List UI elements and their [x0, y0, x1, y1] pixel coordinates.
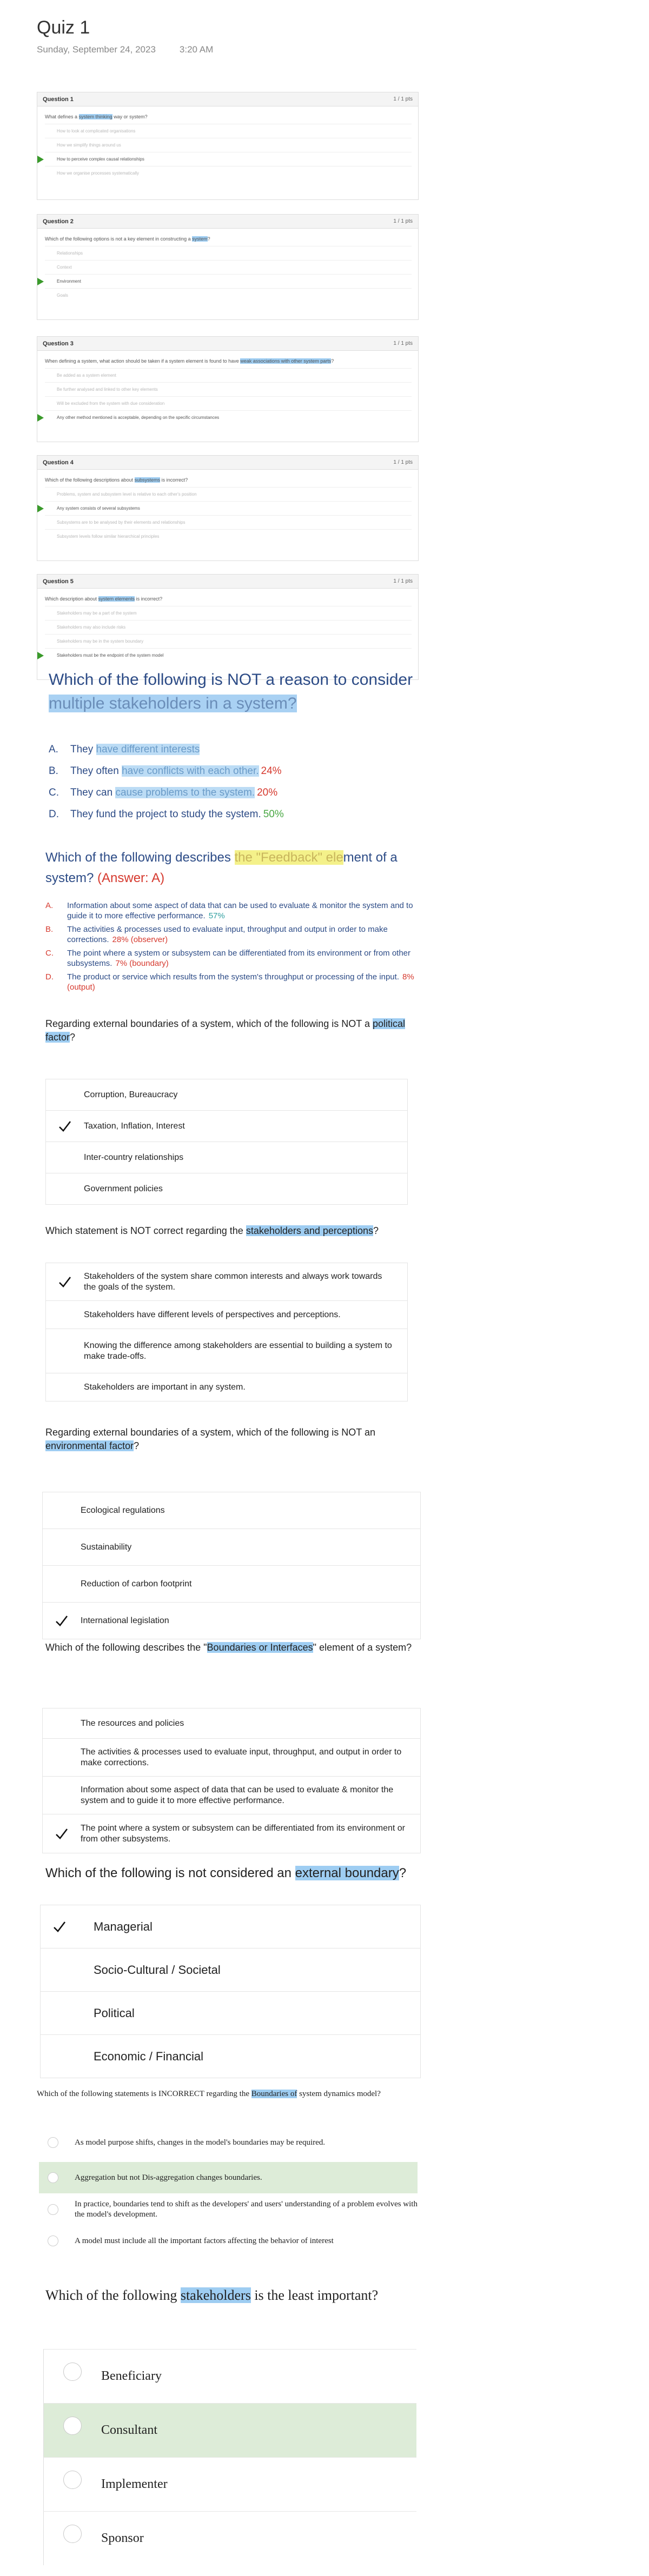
- radio-button[interactable]: [63, 2417, 82, 2435]
- radio-option[interactable]: [39, 2230, 418, 2252]
- option-label: The activities & processes used to evaluate input, throughput, and output in order to make corrections.: [81, 1747, 402, 1767]
- option-row[interactable]: [43, 1738, 420, 1776]
- question-label: Question 4: [43, 459, 74, 466]
- option-label: Government policies: [84, 1184, 163, 1193]
- option-row[interactable]: [43, 1776, 420, 1814]
- slide2-option: [45, 948, 419, 969]
- checkmark-icon: [55, 1614, 69, 1628]
- answer-option[interactable]: Stakeholders may also include risks: [45, 620, 412, 634]
- boundaries-q-hl: Boundaries or Interfaces: [207, 1642, 313, 1653]
- slide2-answer: (Answer: A): [97, 871, 165, 885]
- option-text: They fund the project to study the system.: [70, 809, 261, 820]
- option-highlight: have conflicts with each other.: [122, 765, 259, 777]
- external-q-pre: Which of the following is not considered an: [45, 1866, 295, 1880]
- environmental-question: [45, 1426, 424, 1453]
- checkmark-icon: [55, 1827, 69, 1841]
- option-row[interactable]: [43, 1708, 420, 1738]
- political-question: [45, 1017, 419, 1044]
- option-text-wrap: [45, 900, 419, 921]
- political-q-hl: political factor: [45, 1018, 406, 1043]
- option-label: Taxation, Inflation, Interest: [84, 1121, 185, 1131]
- slide2-q-pre: Which of the following describes: [45, 850, 235, 865]
- question-points: 1 / 1 pts: [393, 218, 413, 224]
- slide1-option: [49, 744, 200, 756]
- option-text: The activities & processes used to evaluate input, throughput and output in order to make corrections.: [67, 925, 388, 944]
- answer-option[interactable]: Stakeholders must be the endpoint of the system model: [45, 648, 412, 662]
- political-q-post: ?: [70, 1032, 76, 1043]
- boundaries-options: [42, 1708, 421, 1853]
- option-label: Economic / Financial: [94, 2049, 203, 2063]
- question-header: [37, 92, 418, 106]
- option-label: Socio-Cultural / Societal: [94, 1963, 221, 1977]
- answer-option[interactable]: Subsystems are to be analysed by their elements and relationships: [45, 515, 412, 529]
- slide1-option: [49, 787, 277, 799]
- slide1-line2: multiple stakeholders in a system?: [49, 695, 297, 712]
- slide2-option: [45, 924, 419, 945]
- slide2-option: [45, 972, 419, 992]
- option-text-wrap: [45, 948, 419, 969]
- political-q-pre: Regarding external boundaries of a system, which of the following is NOT a: [45, 1018, 373, 1029]
- option-row[interactable]: [46, 1079, 407, 1110]
- dynamics-q-post: system dynamics model?: [297, 2090, 381, 2098]
- question-card: [37, 214, 419, 320]
- option-label: Sustainability: [81, 1542, 132, 1552]
- correct-answer-arrow-icon: [37, 414, 44, 422]
- question-points: 1 / 1 pts: [393, 578, 413, 584]
- option-row[interactable]: [46, 1263, 407, 1300]
- radio-option-label: Implementer: [101, 2477, 168, 2491]
- q-highlight: system: [192, 236, 208, 242]
- q-highlight: subsystems: [134, 477, 161, 483]
- option-label: The resources and policies: [81, 1718, 184, 1728]
- answer-option[interactable]: Any other method mentioned is acceptable, depending on the specific circumstances: [45, 410, 412, 424]
- option-percent: 28% (observer): [112, 935, 168, 944]
- answer-option[interactable]: How to look at complicated organisations: [45, 124, 412, 138]
- option-text: They: [70, 744, 96, 755]
- answer-option[interactable]: Context: [45, 260, 412, 274]
- option-text: Information about some aspect of data that can be used to evaluate & monitor the system and to guide it to more effective performance.: [67, 901, 413, 920]
- least-q-post: is the least important?: [250, 2287, 379, 2303]
- answer-option[interactable]: Any system consists of several subsystems: [45, 501, 412, 515]
- option-text: They can: [70, 787, 116, 798]
- option-letter: A.: [49, 744, 58, 755]
- time-text: 3:20 AM: [179, 44, 214, 55]
- correct-answer-arrow-icon: [37, 652, 44, 659]
- radio-option-label: Consultant: [101, 2423, 158, 2437]
- stakeholders-q-hl: stakeholders and perceptions: [246, 1225, 373, 1236]
- slide1-line1: Which of the following is NOT a reason to consider: [49, 671, 413, 689]
- option-percent: 24%: [261, 765, 282, 777]
- radio-button[interactable]: [63, 2363, 82, 2381]
- q-post: is incorrect?: [160, 477, 188, 483]
- answer-option[interactable]: Be further analysed and linked to other key elements: [45, 382, 412, 396]
- question-text: [37, 589, 418, 606]
- q-pre: Which of the following descriptions about: [45, 477, 135, 483]
- environmental-options: [42, 1492, 421, 1639]
- option-label: Information about some aspect of data that can be used to evaluate & monitor the system and to guide it to more effective performance.: [81, 1785, 394, 1805]
- correct-answer-arrow-icon: [37, 156, 44, 163]
- option-letter: D.: [49, 809, 59, 820]
- boundaries-q-pre: Which of the following describes the ": [45, 1642, 207, 1653]
- stakeholders-q-pre: Which statement is NOT correct regarding the: [45, 1225, 246, 1236]
- radio-option[interactable]: [39, 2162, 418, 2193]
- least-question: [45, 2286, 419, 2305]
- option-row[interactable]: [46, 1329, 407, 1373]
- option-letter: C.: [45, 949, 54, 958]
- radio-option[interactable]: [43, 2349, 416, 2403]
- question-label: Question 3: [43, 341, 74, 347]
- radio-button[interactable]: [63, 2525, 82, 2543]
- radio-option-label: Aggregation but not Dis-aggregation changes boundaries.: [75, 2173, 262, 2182]
- option-row[interactable]: [46, 1373, 407, 1401]
- option-label: International legislation: [81, 1616, 169, 1625]
- political-options: [45, 1079, 408, 1205]
- question-text: [37, 351, 418, 368]
- page-title: Quiz 1: [37, 17, 90, 38]
- external-q-post: ?: [399, 1866, 407, 1880]
- answer-option[interactable]: Problems, system and subsystem level is relative to each other's position: [45, 487, 412, 501]
- question-label: Question 1: [43, 96, 74, 103]
- radio-option-label: In practice, boundaries tend to shift as the developers' and users' understanding of a problem evolves with the model's development.: [75, 2200, 418, 2219]
- radio-option[interactable]: [43, 2403, 416, 2457]
- option-letter: C.: [49, 787, 59, 798]
- environmental-q-pre: Regarding external boundaries of a system, which of the following is NOT an: [45, 1427, 375, 1438]
- slide2-option: [45, 900, 419, 921]
- option-letter: B.: [49, 765, 58, 777]
- option-row[interactable]: [46, 1110, 407, 1142]
- option-label: Stakeholders are important in any system.: [84, 1382, 246, 1392]
- option-letter: A.: [45, 901, 54, 910]
- question-header: [37, 575, 418, 589]
- answer-option[interactable]: Environment: [45, 274, 412, 288]
- q-pre: Which description about: [45, 596, 98, 602]
- answer-option[interactable]: How we simplify things around us: [45, 138, 412, 152]
- option-row[interactable]: [43, 1602, 420, 1639]
- option-row[interactable]: [41, 1905, 420, 1948]
- question-header: [37, 337, 418, 351]
- option-percent: 57%: [208, 911, 225, 920]
- question-points: 1 / 1 pts: [393, 341, 413, 346]
- option-letter: B.: [45, 925, 54, 934]
- slide2-q-post: ment of a system?: [45, 850, 398, 885]
- q-post: is incorrect?: [135, 596, 163, 602]
- option-row[interactable]: [41, 1991, 420, 2034]
- q-pre: Which of the following options is not a key element in constructing a: [45, 236, 193, 242]
- radio-button[interactable]: [63, 2471, 82, 2489]
- option-label: Reduction of carbon footprint: [81, 1579, 192, 1589]
- q-post: ?: [207, 236, 210, 242]
- question-card: [37, 336, 419, 442]
- answer-option[interactable]: How to perceive complex causal relationships: [45, 152, 412, 166]
- option-row[interactable]: [41, 1948, 420, 1991]
- question-text: [37, 106, 418, 124]
- option-text: The product or service which results from the system's throughput or processing of the input.: [67, 972, 399, 982]
- answer-option[interactable]: Stakeholders may be a part of the system: [45, 606, 412, 620]
- option-label: Inter-country relationships: [84, 1152, 184, 1162]
- option-text-wrap: [45, 924, 419, 945]
- answer-option[interactable]: Relationships: [45, 246, 412, 260]
- radio-option-label: As model purpose shifts, changes in the model's boundaries may be required.: [75, 2138, 326, 2147]
- option-label: Stakeholders of the system share common interests and always work towards the goals of the system.: [84, 1271, 382, 1292]
- option-row[interactable]: [43, 1814, 420, 1853]
- option-label: Managerial: [94, 1919, 153, 1933]
- option-row[interactable]: [46, 1173, 407, 1204]
- question-points: 1 / 1 pts: [393, 96, 413, 102]
- option-row[interactable]: [46, 1142, 407, 1173]
- q-highlight: system elements: [98, 596, 135, 602]
- radio-button[interactable]: [48, 2235, 58, 2246]
- question-text: [37, 470, 418, 487]
- option-label: Political: [94, 2006, 135, 2020]
- question-label: Question 2: [43, 218, 74, 225]
- radio-option[interactable]: [43, 2457, 416, 2511]
- answer-option[interactable]: Subsystem levels follow similar hierarchical principles: [45, 529, 412, 543]
- stakeholders-q-post: ?: [373, 1225, 379, 1236]
- option-label: Knowing the difference among stakeholders are essential to building a system to make trade-offs.: [84, 1340, 392, 1361]
- option-percent: 7% (boundary): [115, 959, 169, 968]
- q-pre: When defining a system, what action should be taken if a system element is found to have: [45, 358, 241, 364]
- option-label: Ecological regulations: [81, 1505, 165, 1515]
- stakeholders-question: [45, 1224, 419, 1238]
- q-highlight: system thinking: [78, 114, 112, 119]
- correct-answer-arrow-icon: [37, 505, 44, 512]
- option-row[interactable]: [41, 2034, 420, 2078]
- radio-option[interactable]: [39, 2193, 418, 2226]
- external-q-hl: external boundary: [295, 1866, 399, 1880]
- external-options: [40, 1905, 421, 2078]
- radio-option-label: Beneficiary: [101, 2369, 162, 2383]
- option-text-wrap: [45, 972, 419, 992]
- option-row[interactable]: [43, 1565, 420, 1602]
- radio-option[interactable]: [39, 2131, 418, 2154]
- option-row[interactable]: [43, 1529, 420, 1565]
- option-letter: D.: [45, 972, 54, 982]
- option-text: The point where a system or subsystem can be differentiated from its environment or from other subsystems.: [67, 949, 411, 968]
- question-header: [37, 215, 418, 229]
- page-date: [37, 44, 213, 55]
- dynamics-q-hl: Boundaries of: [251, 2090, 297, 2098]
- q-pre: What defines a: [45, 114, 79, 119]
- option-percent: 8% (output): [67, 972, 414, 992]
- q-post: way or system?: [112, 114, 148, 119]
- q-post: ?: [331, 358, 334, 364]
- answer-option[interactable]: Stakeholders may be in the system boundary: [45, 634, 412, 648]
- option-text: They often: [70, 765, 122, 777]
- slide2-q-hl: the "Feedback" ele: [234, 850, 343, 865]
- option-percent: 20%: [257, 787, 278, 798]
- option-highlight: cause problems to the system.: [115, 787, 255, 798]
- question-header: [37, 456, 418, 470]
- answer-option[interactable]: Goals: [45, 288, 412, 302]
- checkmark-icon: [58, 1119, 72, 1133]
- checkmark-icon: [58, 1275, 72, 1289]
- answer-option[interactable]: How we organise processes systematically: [45, 166, 412, 180]
- answer-option[interactable]: Will be excluded from the system with due consideration: [45, 396, 412, 410]
- answer-option[interactable]: Be added as a system element: [45, 368, 412, 382]
- option-row[interactable]: [46, 1300, 407, 1329]
- stakeholders-options: [45, 1263, 408, 1402]
- option-label: Stakeholders have different levels of perspectives and perceptions.: [84, 1310, 341, 1319]
- least-q-hl: stakeholders: [180, 2287, 251, 2303]
- correct-answer-arrow-icon: [37, 278, 44, 285]
- radio-button[interactable]: [48, 2204, 58, 2215]
- question-card: [37, 455, 419, 561]
- question-label: Question 5: [43, 578, 74, 585]
- option-percent: 50%: [263, 809, 284, 820]
- boundaries-q-post: " element of a system?: [313, 1642, 412, 1653]
- boundaries-question: [45, 1641, 424, 1654]
- question-card: [37, 574, 419, 680]
- question-points: 1 / 1 pts: [393, 459, 413, 465]
- option-highlight: have different interests: [96, 744, 200, 755]
- radio-button[interactable]: [48, 2172, 58, 2183]
- slide1-option: [49, 765, 282, 777]
- slide1-option: [49, 809, 284, 820]
- option-label: Corruption, Bureaucracy: [84, 1090, 178, 1099]
- least-q-pre: Which of the following: [45, 2287, 181, 2303]
- external-question: [45, 1865, 424, 1882]
- date-text: Sunday, September 24, 2023: [37, 44, 156, 55]
- option-row[interactable]: [43, 1492, 420, 1529]
- dynamics-question: [37, 2088, 415, 2099]
- environmental-q-post: ?: [134, 1440, 140, 1451]
- slide2-question: [45, 847, 419, 889]
- radio-button[interactable]: [48, 2137, 58, 2148]
- option-label: The point where a system or subsystem can be differentiated from its environment or from other subsystems.: [81, 1823, 405, 1844]
- q-highlight: weak associations with other system parts: [240, 358, 332, 364]
- question-card: [37, 92, 419, 200]
- radio-option-label: A model must include all the important factors affecting the behavior of interest: [75, 2236, 334, 2245]
- slide1-question: [49, 668, 416, 716]
- radio-option-label: Sponsor: [101, 2531, 144, 2545]
- question-text: [37, 229, 418, 246]
- environmental-q-hl: environmental factor: [45, 1440, 134, 1451]
- dynamics-q-pre: Which of the following statements is INCORRECT regarding the: [37, 2090, 251, 2098]
- radio-option[interactable]: [43, 2511, 416, 2565]
- checkmark-icon: [52, 1920, 67, 1934]
